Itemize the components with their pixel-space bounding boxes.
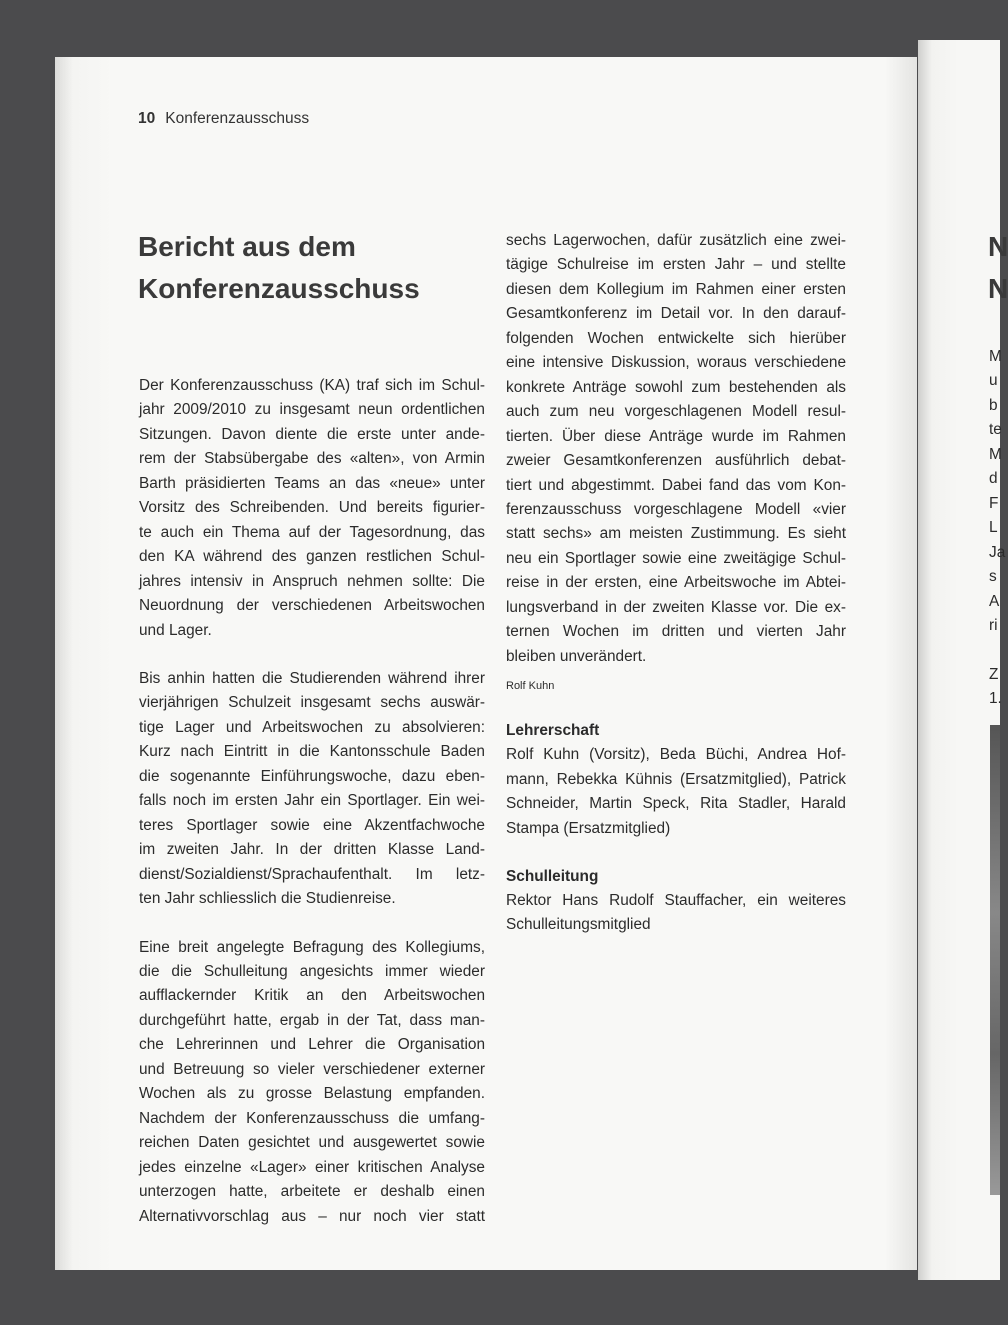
text-line: u: [989, 372, 998, 390]
text-line: zweier Gesamtkonferenzen ausführlich debat-: [506, 452, 846, 470]
text-line: Rektor Hans Rudolf Stauffacher, ein weiteres: [506, 891, 846, 909]
text-line: folgenden Wochen entwickelte sich hierüber: [506, 329, 846, 347]
text-line: Barth präsidierten Teams an das «neue» unter: [139, 474, 485, 492]
text-line: lungsverband in der zweiten Klasse vor. Die ex-: [506, 598, 846, 616]
paragraph: [139, 374, 485, 643]
text-line: ferenzausschuss vorgeschlagene Modell «vier: [506, 500, 846, 518]
text-line: Alternativvorschlag aus – nur noch vier statt: [139, 1207, 485, 1225]
text-line: unterzogen hatte, arbeitete er deshalb einen: [139, 1183, 485, 1201]
heading-fragment: N: [988, 231, 1008, 262]
text-line: Vorsitz des Schreibenden. Und bereits figurier-: [139, 499, 485, 517]
text-line: te auch ein Thema auf der Tagesordnung, das: [139, 523, 485, 541]
text-line: che Lehrerinnen und Lehrer die Organisation: [139, 1036, 485, 1054]
text-line: A: [989, 592, 1000, 610]
text-line: aufflackernder Kritik an den Arbeitswochen: [139, 987, 485, 1005]
schulleitung-section: [506, 865, 846, 938]
paragraph: [139, 936, 485, 1229]
text-line: vierjährigen Schulzeit insgesamt sechs auswär-: [139, 694, 485, 712]
text-line: und Betreuung so vieler verschiedener externer: [139, 1060, 485, 1078]
text-line: die sogenannte Einführungswoche, dazu eben-: [139, 767, 485, 785]
text-line: tierten. Über diese Anträge wurde im Rahmen: [506, 427, 846, 445]
text-line: reichen Daten gesichtet und ausgewertet sowie: [139, 1134, 485, 1152]
text-line: L: [989, 519, 998, 537]
text-line: und Lager.: [139, 621, 212, 639]
text-line: durchgeführt hatte, ergab in der Tat, dass man-: [139, 1011, 485, 1029]
text-line: b: [989, 396, 998, 414]
left-column: [139, 374, 485, 1253]
text-line: Ja: [989, 543, 1006, 561]
text-line: neu ein Sportlager sowie eine zweitägige Schul-: [506, 549, 846, 567]
text-line: konkrete Anträge sowohl zum bestehenden als: [506, 378, 846, 396]
right-column: [506, 229, 846, 962]
text-line: ri: [989, 616, 998, 634]
text-line: Eine breit angelegte Befragung des Kollegiums,: [139, 938, 485, 956]
paragraph: [139, 667, 485, 912]
text-line: Gesamtkonferenz im Detail vor. In den darauf-: [506, 305, 846, 323]
text-line: Bis anhin hatten die Studierenden während ihrer: [139, 669, 485, 687]
text-line: auch zum neu vorgeschlagenen Modell resul-: [506, 403, 846, 421]
text-line: die die Schulleitung angesichts immer wieder: [139, 962, 485, 980]
text-line: d: [989, 470, 998, 488]
article-title: [138, 226, 420, 310]
text-line: M: [989, 348, 1002, 365]
text-line: im zweiten Jahr. In der dritten Klasse Land-: [139, 841, 485, 859]
text-line: Kurz nach Eintritt in die Kantonsschule Baden: [139, 743, 485, 761]
text-line: mann, Rebekka Kühnis (Ersatzmitglied), Patrick: [506, 770, 846, 788]
text-line: M: [989, 445, 1002, 463]
text-line: Wochen als zu grosse Belastung empfanden.: [139, 1085, 485, 1103]
text-line: ten Jahr schliesslich die Studienreise.: [139, 890, 396, 908]
text-line: falls noch im ersten Jahr ein Sportlager. Ein wei-: [139, 792, 485, 810]
text-line: jahres intensiv in Anspruch nehmen sollte: Die: [139, 572, 485, 590]
heading-fragment: N: [988, 273, 1008, 304]
text-line: tägige Schulreise im ersten Jahr – und stellte: [506, 256, 846, 274]
text-line: Der Konferenzausschuss (KA) traf sich im Schul-: [139, 377, 485, 394]
text-line: Neuordnung der verschiedenen Arbeitswochen: [139, 597, 485, 615]
text-line: tiert und abgestimmt. Dabei fand das vom Kon-: [506, 476, 846, 494]
text-line: den KA während des ganzen restlichen Schul-: [139, 548, 485, 566]
section-heading: Lehrerschaft: [506, 722, 600, 740]
text-line: Z: [989, 665, 999, 683]
text-line: 1.: [989, 690, 1002, 708]
text-line: F: [989, 494, 999, 512]
running-header: [138, 110, 309, 128]
text-line: s: [989, 568, 997, 586]
text-line: Schneider, Martin Speck, Rita Stadler, Harald: [506, 795, 846, 813]
text-line: Stampa (Ersatzmitglied): [506, 819, 671, 837]
page-number: 10: [138, 110, 156, 127]
text-line: rem der Stabsübergabe des «alten», von Armin: [139, 450, 485, 468]
text-line: sechs Lagerwochen, dafür zusätzlich eine zwei-: [506, 232, 846, 249]
text-line: dienst/Sozialdienst/Sprachaufenthalt. Im letz-: [139, 865, 485, 883]
text-line: tige Lager und Arbeitswochen zu absolvieren:: [139, 718, 485, 736]
next-page-text-fragment: [989, 345, 1005, 712]
author-signature: Rolf Kuhn: [506, 680, 555, 693]
text-line: bleiben unverändert.: [506, 647, 647, 665]
text-line: Schulleitungsmitglied: [506, 916, 651, 934]
text-line: statt sechs» am meisten Zustimmung. Es sieht: [506, 525, 846, 543]
text-line: Nachdem der Konferenzausschuss die umfang-: [139, 1109, 485, 1127]
section-name: Konferenzausschuss: [165, 110, 310, 127]
next-page-photo: [990, 725, 1000, 1195]
text-line: Sitzungen. Davon diente die erste unter ande-: [139, 425, 485, 443]
text-line: te: [989, 421, 1002, 439]
text-line: teres Sportlager sowie eine Akzentfachwoche: [139, 816, 485, 834]
text-line: Rolf Kuhn (Vorsitz), Beda Büchi, Andrea Hof-: [506, 746, 846, 764]
section-heading: Schulleitung: [506, 867, 599, 885]
text-line: eine intensive Diskussion, woraus verschiedene: [506, 354, 846, 372]
lehrerschaft-section: [506, 719, 846, 841]
text-line: jedes einzelne «Lager» einer kritischen Analyse: [139, 1158, 485, 1176]
continuation-paragraph: [506, 229, 846, 669]
text-line: reise in der ersten, eine Arbeitswoche im Abtei-: [506, 574, 846, 592]
text-line: ternen Wochen im dritten und vierten Jahr: [506, 623, 846, 641]
title-line: Bericht aus dem: [138, 231, 356, 262]
next-page-heading-fragment: [988, 226, 1008, 310]
title-line: Konferenzausschuss: [138, 273, 420, 304]
text-line: [989, 638, 1005, 662]
text-line: jahr 2009/2010 zu insgesamt neun ordentlichen: [139, 401, 485, 419]
text-line: diesen dem Kollegium im Rahmen einer ersten: [506, 280, 846, 298]
